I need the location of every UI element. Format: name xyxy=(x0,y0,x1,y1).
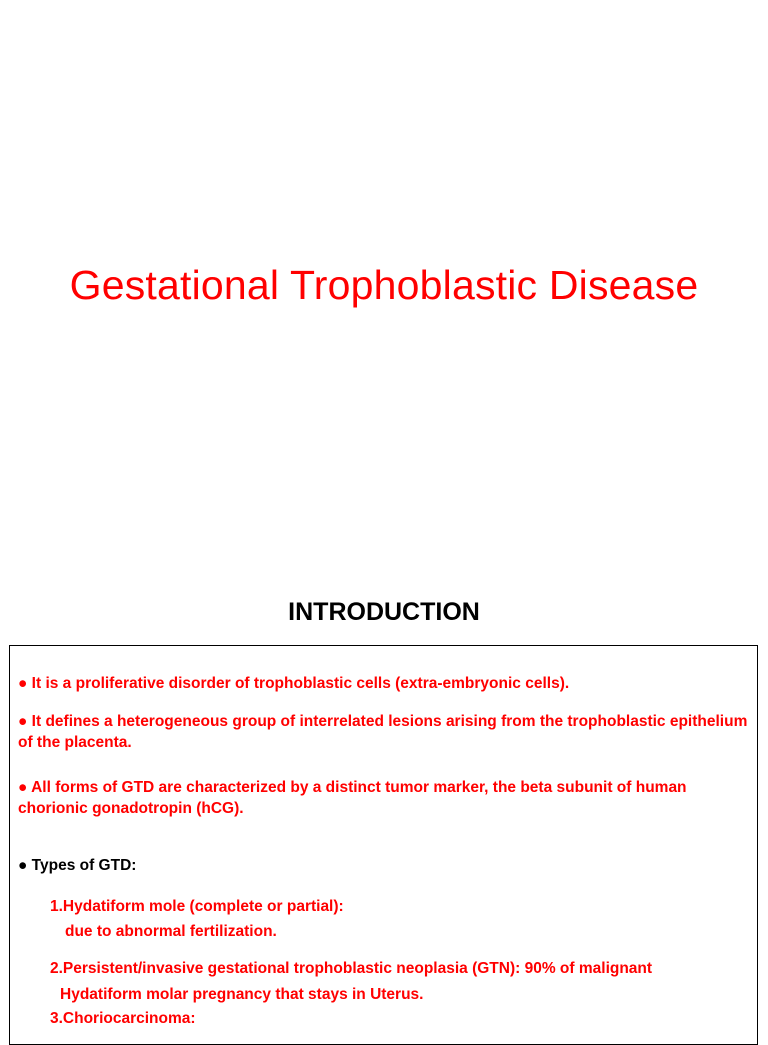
introduction-box xyxy=(9,645,758,1045)
type-hydatiform-mole-detail: due to abnormal fertilization. xyxy=(65,923,277,940)
bullet-heterogeneous-group: ● It defines a heterogeneous group of interrelated lesions arising from the trophoblastic epithelium of the placenta. xyxy=(18,713,748,751)
bullet-tumor-marker: ● All forms of GTD are characterized by a distinct tumor marker, the beta subunit of human chorionic gonadotropin (hCG). xyxy=(18,779,687,817)
type-hydatiform-mole: 1.Hydatiform mole (complete or partial): xyxy=(50,898,344,915)
bullet-definition: ● It is a proliferative disorder of trophoblastic cells (extra-embryonic cells). xyxy=(18,675,570,692)
type-choriocarcinoma: 3.Choriocarcinoma: xyxy=(50,1010,196,1027)
type-persistent-gtn-detail: Hydatiform molar pregnancy that stays in Uterus. xyxy=(60,986,424,1003)
introduction-heading: INTRODUCTION xyxy=(288,598,480,626)
bullet-types-heading: ● Types of GTD: xyxy=(18,857,137,874)
type-persistent-gtn: 2.Persistent/invasive gestational trophoblastic neoplasia (GTN): 90% of malignant xyxy=(50,960,653,977)
page-title: Gestational Trophoblastic Disease xyxy=(69,262,699,308)
